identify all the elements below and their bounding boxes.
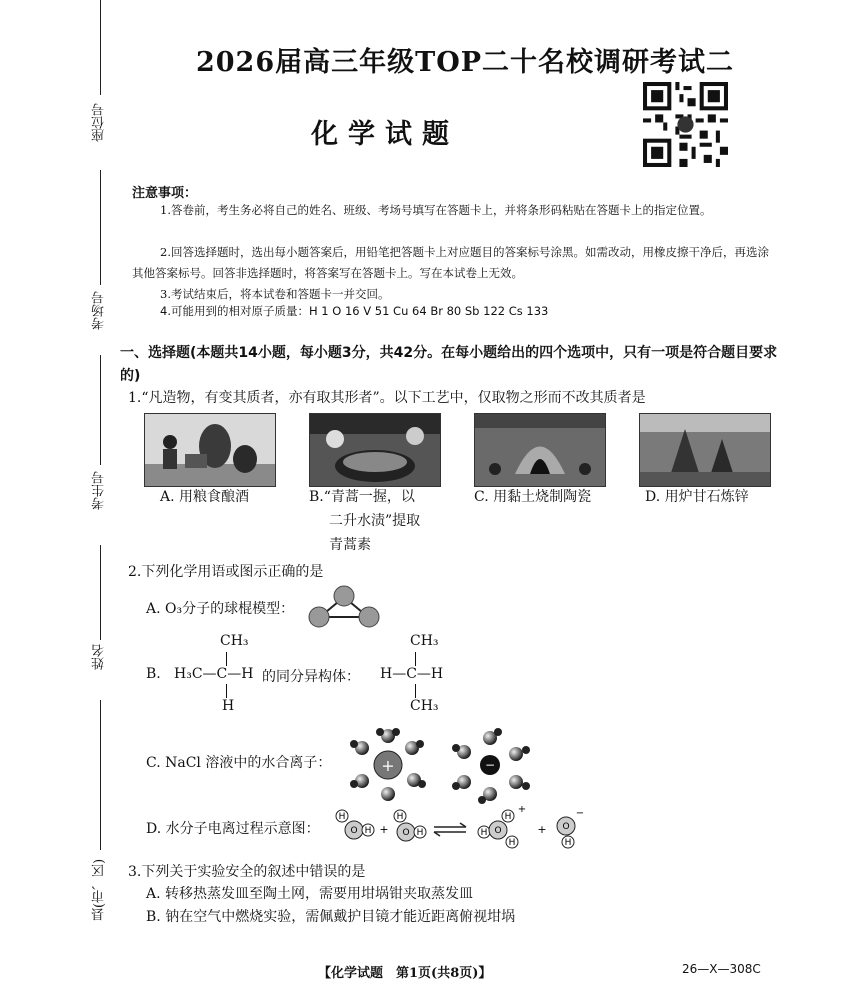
- photo-wine-brewing: [144, 413, 276, 487]
- structure-ch3-bottom: CH₃: [410, 698, 439, 714]
- photo-pottery-kiln: [474, 413, 606, 487]
- q2-option-d: D. 水分子电离过程示意图：: [146, 821, 320, 837]
- structure-ch3-top: CH₃: [410, 633, 439, 649]
- svg-text:+: +: [517, 806, 527, 815]
- q1-option-a: A. 用粮食酿酒: [160, 489, 250, 505]
- svg-text:−: −: [484, 758, 496, 772]
- photo-artemisinin: [309, 413, 441, 487]
- question-stem: 3.下列关于实验安全的叙述中错误的是: [128, 864, 366, 880]
- svg-text:+: +: [379, 823, 389, 836]
- svg-text:H: H: [396, 812, 404, 822]
- structure-right: H—C—H: [380, 666, 444, 682]
- note-item: 1.答卷前，考生务必将自己的姓名、班级、考场号填写在答题卡上，并将条形码粘贴在答题卡上的指定位置。: [160, 203, 712, 217]
- binding-line: [100, 355, 101, 465]
- binding-line: [100, 0, 101, 95]
- q2-option-a: A. O₃分子的球棍模型：: [146, 601, 295, 617]
- q2-option-c: C. NaCl 溶液中的水合离子：: [146, 755, 332, 771]
- page-footer: 【化学试题 第1页(共8页)】: [318, 966, 492, 981]
- svg-text:O: O: [350, 826, 358, 836]
- notes-heading: 注意事项：: [132, 186, 198, 201]
- q3-option-b: B. 钠在空气中燃烧实验，需佩戴护目镜才能近距离俯视坩埚: [146, 909, 516, 925]
- structure-left: H₃C—C—H: [174, 666, 254, 682]
- qr-code: [643, 82, 728, 167]
- binding-line: [100, 700, 101, 850]
- bond-line: [415, 684, 416, 698]
- county-label: 县(市、区): [92, 858, 107, 922]
- svg-text:H: H: [504, 812, 512, 822]
- q1-option-b-line2: 二升水渍”提取: [329, 513, 421, 529]
- note-item: 2.回答选择题时，选出每小题答案后，用铅笔把答题卡上对应题目的答案标号涂黑。如需改动，用橡皮擦干净后，再选涂其他答案标号。回答非选择题时，将答案写在答题卡上。写在本试卷上无效。: [132, 245, 769, 280]
- svg-text:O: O: [402, 828, 410, 838]
- exam-room-label: 考场号: [92, 291, 107, 330]
- svg-text:H: H: [338, 812, 346, 822]
- student-no-label: 考生号: [92, 471, 107, 510]
- q1-option-d: D. 用炉甘石炼锌: [645, 489, 749, 505]
- svg-text:+: +: [537, 823, 547, 836]
- exam-title: 2026届高三年级TOP二十名校调研考试二: [195, 47, 735, 78]
- question-stem: 2.下列化学用语或图示正确的是: [128, 564, 324, 580]
- svg-text:O: O: [494, 826, 502, 836]
- bond-line: [226, 684, 227, 698]
- question-stem: 1.“凡造物，有变其质者，亦有取其形者”。以下工艺中，仅取物之形而不改其质者是: [128, 390, 646, 406]
- bond-line: [226, 652, 227, 666]
- note-item: 3.考试结束后，将本试卷和答题卡一并交回。: [160, 287, 390, 301]
- hydrated-ions-diagram: [340, 724, 550, 806]
- svg-text:H: H: [508, 838, 516, 848]
- q3-option-a: A. 转移热蒸发皿至陶土网，需要用坩埚钳夹取蒸发皿: [146, 886, 474, 902]
- water-ionization-diagram: [334, 806, 594, 856]
- bond-line: [415, 652, 416, 666]
- ozone-ball-stick-model: [306, 584, 382, 630]
- q1-option-b: B.“青蒿一握，以: [309, 489, 415, 505]
- structure-h-bottom: H: [222, 698, 235, 714]
- structure-ch3-top: CH₃: [220, 633, 249, 649]
- svg-text:H: H: [480, 828, 488, 838]
- note-item: 4.可能用到的相对原子质量：H 1 O 16 V 51 Cu 64 Br 80 Sb 122 Cs 133: [160, 304, 549, 318]
- svg-text:−: −: [575, 808, 585, 819]
- q2-option-b-text: 的同分异构体：: [262, 669, 360, 685]
- binding-line: [100, 170, 101, 285]
- section-heading: 一、选择题(本题共14小题，每小题3分，共42分。在每小题给出的四个选项中，只有一项是符合题目要求的): [120, 345, 778, 384]
- q1-option-c: C. 用黏土烧制陶瓷: [474, 489, 592, 505]
- name-label: 姓名: [92, 644, 107, 671]
- paper-code: 26—X—308C: [682, 962, 761, 976]
- q2-option-b-label: B.: [146, 666, 161, 682]
- q1-option-b-line3: 青蒿素: [329, 537, 371, 553]
- svg-text:H: H: [416, 828, 424, 838]
- svg-text:O: O: [562, 822, 570, 832]
- subject-title: 化学试题: [311, 119, 459, 150]
- svg-text:H: H: [564, 838, 572, 848]
- binding-line: [100, 545, 101, 640]
- photo-zinc-smelting: [639, 413, 771, 487]
- svg-text:H: H: [364, 826, 372, 836]
- seat-label: 座位号: [92, 103, 107, 142]
- svg-text:+: +: [381, 756, 395, 775]
